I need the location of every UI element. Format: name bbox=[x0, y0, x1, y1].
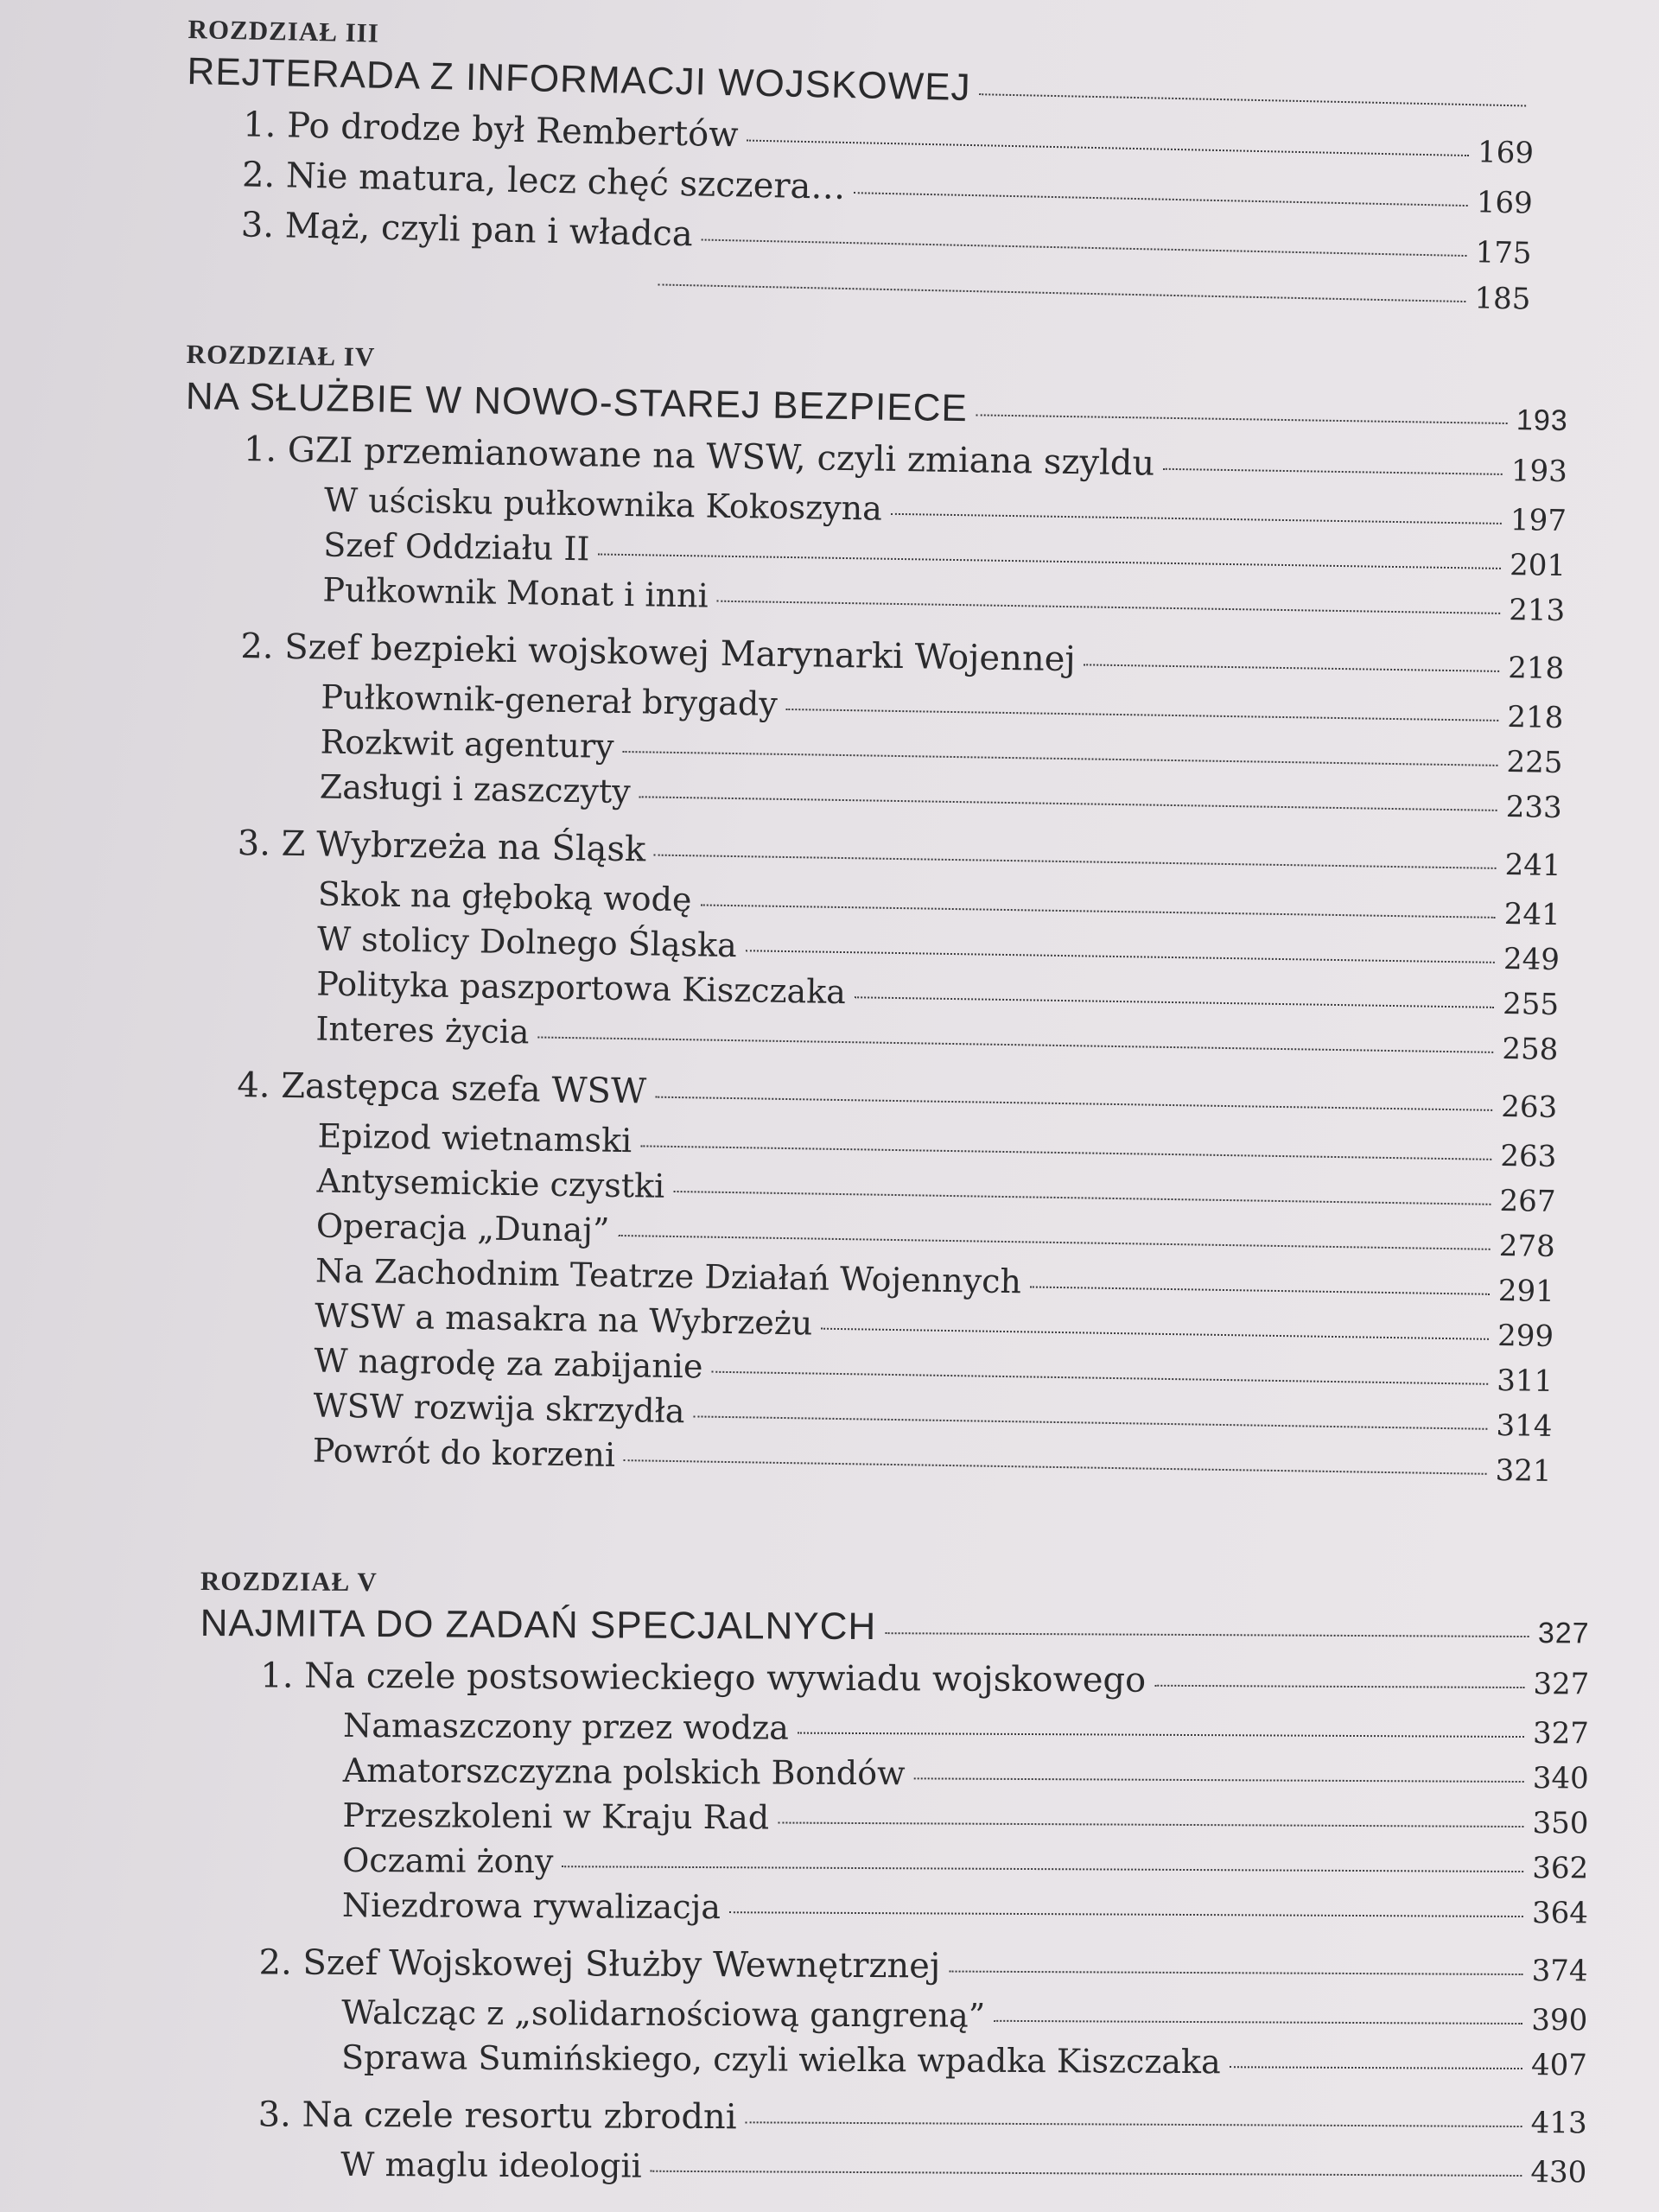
entry-text: Walcząc z „solidarnościową gangreną” bbox=[341, 1993, 986, 2035]
entry-page: 263 bbox=[1500, 1139, 1557, 1175]
entry-page: 213 bbox=[1509, 593, 1566, 629]
entry-text: Zasługi i zaszczyty bbox=[319, 767, 632, 811]
entry-text: Niezdrowa rywalizacja bbox=[341, 1885, 721, 1927]
leader-dots bbox=[747, 140, 1469, 157]
entry-text: WSW a masakra na Wybrzeżu bbox=[314, 1296, 813, 1343]
leader-dots bbox=[891, 513, 1502, 524]
chapter-label: ROZDZIAŁ V bbox=[200, 1566, 378, 1598]
leader-dots bbox=[618, 1235, 1490, 1250]
leader-dots bbox=[786, 709, 1499, 721]
entry-text: 2. Szef Wojskowej Służby Wewnętrznej bbox=[258, 1942, 941, 1986]
leader-dots bbox=[640, 1145, 1491, 1160]
entry-text: Epizod wietnamski bbox=[317, 1116, 632, 1160]
chapter-title-text: NAJMITA DO ZADAŃ SPECJALNYCH bbox=[200, 1601, 877, 1649]
entry-text: Pułkownik Monat i inni bbox=[322, 570, 709, 615]
toc-entry[interactable] bbox=[198, 2037, 1587, 2089]
entry-text: Na Zachodnim Teatrze Działań Wojennych bbox=[315, 1251, 1022, 1301]
entry-page: 430 bbox=[1530, 2155, 1587, 2190]
leader-dots bbox=[976, 414, 1508, 424]
entry-page: 241 bbox=[1503, 897, 1561, 933]
leader-dots bbox=[622, 751, 1497, 766]
chapter-label: ROZDZIAŁ III bbox=[188, 14, 380, 48]
entry-text: W stolicy Dolnego Śląska bbox=[316, 919, 738, 965]
entry-page: 233 bbox=[1505, 790, 1562, 826]
leader-dots bbox=[855, 996, 1494, 1008]
leader-dots bbox=[778, 1822, 1523, 1828]
entry-text: Sprawa Sumińskiego, czyli wielka wpadka Kiszczaka bbox=[340, 2037, 1221, 2082]
chapter-5 bbox=[197, 1566, 1590, 2196]
leader-dots bbox=[651, 2171, 1522, 2177]
leader-dots bbox=[821, 1328, 1489, 1340]
entry-text: Powrót do korzeni bbox=[312, 1431, 616, 1474]
entry-page: 175 bbox=[1475, 235, 1532, 271]
entry-page: 169 bbox=[1476, 185, 1534, 221]
leader-dots bbox=[562, 1866, 1523, 1872]
leader-dots bbox=[654, 855, 1497, 869]
entry-page: 263 bbox=[1501, 1090, 1558, 1126]
leader-dots bbox=[1230, 2066, 1522, 2069]
entry-page: 407 bbox=[1530, 2048, 1588, 2083]
entry-text: Antysemickie czystki bbox=[316, 1161, 665, 1205]
entry-page: 327 bbox=[1532, 1716, 1590, 1751]
entry-text: Amatorszczyzna polskich Bondów bbox=[342, 1751, 906, 1793]
leader-dots bbox=[693, 1415, 1487, 1429]
leader-dots bbox=[537, 1036, 1493, 1052]
entry-text: Interes życia bbox=[315, 1009, 530, 1052]
leader-dots bbox=[949, 1971, 1522, 1975]
entry-page: 327 bbox=[1537, 1617, 1590, 1650]
entry-page: 249 bbox=[1503, 942, 1560, 978]
entry-page: 374 bbox=[1531, 1954, 1588, 1989]
leader-dots bbox=[598, 554, 1501, 569]
leader-dots bbox=[746, 2121, 1522, 2127]
entry-text: 2. Nie matura, lecz chęć szczera… bbox=[241, 155, 846, 207]
toc-entry[interactable] bbox=[200, 1751, 1589, 1802]
toc-entry[interactable] bbox=[199, 1840, 1588, 1892]
entry-page: 364 bbox=[1531, 1896, 1589, 1931]
leader-dots bbox=[979, 93, 1526, 106]
entry-text: 3. Mąż, czyli pan i władca bbox=[240, 205, 694, 255]
entry-text: W maglu ideologii bbox=[340, 2145, 642, 2185]
leader-dots bbox=[1084, 664, 1500, 672]
leader-dots bbox=[854, 192, 1468, 207]
entry-page: 225 bbox=[1506, 745, 1563, 781]
entry-text: 3. Na czele resortu zbrodni bbox=[257, 2094, 737, 2138]
leader-dots bbox=[746, 950, 1495, 963]
chapter-4 bbox=[168, 339, 1568, 1496]
entry-text: 4. Zastępca szefa WSW bbox=[237, 1065, 647, 1112]
entry-page: 299 bbox=[1497, 1318, 1554, 1354]
entry-page: 258 bbox=[1502, 1032, 1559, 1068]
leader-dots bbox=[702, 238, 1467, 257]
entry-text: W uścisku pułkownika Kokoszyna bbox=[323, 480, 883, 528]
leader-dots bbox=[658, 283, 1466, 302]
entry-page: 278 bbox=[1498, 1228, 1556, 1265]
entry-text: Rozkwit agentury bbox=[320, 722, 614, 766]
leader-dots bbox=[994, 2020, 1522, 2024]
entry-page: 413 bbox=[1530, 2106, 1587, 2141]
leader-dots bbox=[914, 1777, 1524, 1783]
toc-entry[interactable] bbox=[200, 1706, 1589, 1758]
toc-entry[interactable] bbox=[198, 1993, 1587, 2044]
entry-text: Pułkownik-generał brygady bbox=[321, 677, 779, 723]
entry-text: 1. GZI przemianowane na WSW, czyli zmiana szyldu bbox=[243, 429, 1155, 484]
leader-dots bbox=[1154, 1685, 1524, 1688]
leader-dots bbox=[729, 1911, 1523, 1917]
entry-text: Operacja „Dunaj” bbox=[315, 1206, 610, 1249]
leader-dots bbox=[1163, 468, 1503, 475]
entry-page: 340 bbox=[1532, 1761, 1589, 1796]
entry-text: W nagrodę za zabijanie bbox=[314, 1341, 703, 1386]
leader-dots bbox=[798, 1732, 1524, 1738]
entry-page: 197 bbox=[1510, 503, 1567, 539]
entry-text: 1. Po drodze był Rembertów bbox=[242, 105, 739, 156]
entry-page: 291 bbox=[1497, 1273, 1555, 1309]
entry-page: 218 bbox=[1507, 651, 1565, 687]
entry-text: Polityka paszportowa Kiszczaka bbox=[315, 964, 847, 1012]
entry-text: 3. Z Wybrzeża na Śląsk bbox=[237, 823, 646, 870]
entry-text: Przeszkoleni w Kraju Rad bbox=[342, 1796, 770, 1837]
entry-page: 241 bbox=[1504, 848, 1561, 884]
toc-entry[interactable] bbox=[197, 2094, 1586, 2152]
entry-page: 193 bbox=[1510, 454, 1568, 490]
toc-entry[interactable] bbox=[197, 2145, 1586, 2196]
chapter-title-text: REJTERADA Z INFORMACJI WOJSKOWEJ bbox=[187, 49, 972, 109]
entry-text: 2. Szef bezpieki wojskowej Marynarki Wojennej bbox=[240, 626, 1077, 680]
entry-page: 255 bbox=[1502, 987, 1560, 1023]
toc-entry[interactable] bbox=[200, 1656, 1589, 1713]
entry-page: 218 bbox=[1507, 700, 1564, 736]
entry-text: Skok na głęboką wodę bbox=[317, 874, 692, 919]
entry-page: 267 bbox=[1499, 1183, 1556, 1220]
leader-dots bbox=[1030, 1286, 1490, 1294]
entry-page: 185 bbox=[1474, 281, 1531, 317]
leader-dots bbox=[624, 1459, 1487, 1475]
entry-page: 390 bbox=[1531, 2003, 1588, 2038]
entry-text: Namaszczony przez wodza bbox=[342, 1706, 789, 1747]
entry-page: 314 bbox=[1496, 1408, 1553, 1444]
chapter-3 bbox=[182, 14, 1535, 317]
entry-page: 327 bbox=[1533, 1667, 1590, 1702]
chapter-title[interactable] bbox=[200, 1602, 1589, 1662]
chapter-title-text: NA SŁUŻBIE W NOWO-STAREJ BEZPIECE bbox=[185, 374, 969, 430]
toc-entry[interactable] bbox=[199, 1796, 1588, 1847]
entry-page: 193 bbox=[1516, 404, 1569, 438]
entry-text: 1. Na czele postsowieckiego wywiadu wojskowego bbox=[260, 1656, 1147, 1700]
leader-dots bbox=[885, 1632, 1529, 1637]
entry-page: 169 bbox=[1477, 135, 1535, 171]
entry-text: WSW rozwija skrzydła bbox=[313, 1386, 685, 1431]
entry-text: Oczami żony bbox=[342, 1840, 554, 1881]
entry-page: 362 bbox=[1532, 1851, 1589, 1886]
leader-dots bbox=[673, 1191, 1491, 1205]
leader-dots bbox=[639, 796, 1497, 811]
toc-entry[interactable] bbox=[199, 1885, 1588, 1937]
entry-page: 201 bbox=[1509, 548, 1567, 584]
entry-text: Szef Oddziału II bbox=[322, 525, 590, 569]
leader-dots bbox=[700, 904, 1495, 918]
entry-page: 311 bbox=[1497, 1363, 1554, 1399]
chapter-label: ROZDZIAŁ IV bbox=[186, 339, 376, 372]
toc-entry[interactable] bbox=[198, 1942, 1587, 1999]
leader-dots bbox=[655, 1096, 1492, 1111]
leader-dots bbox=[711, 1371, 1488, 1385]
entry-page: 321 bbox=[1495, 1452, 1552, 1489]
entry-page: 350 bbox=[1532, 1806, 1589, 1841]
leader-dots bbox=[717, 601, 1501, 614]
